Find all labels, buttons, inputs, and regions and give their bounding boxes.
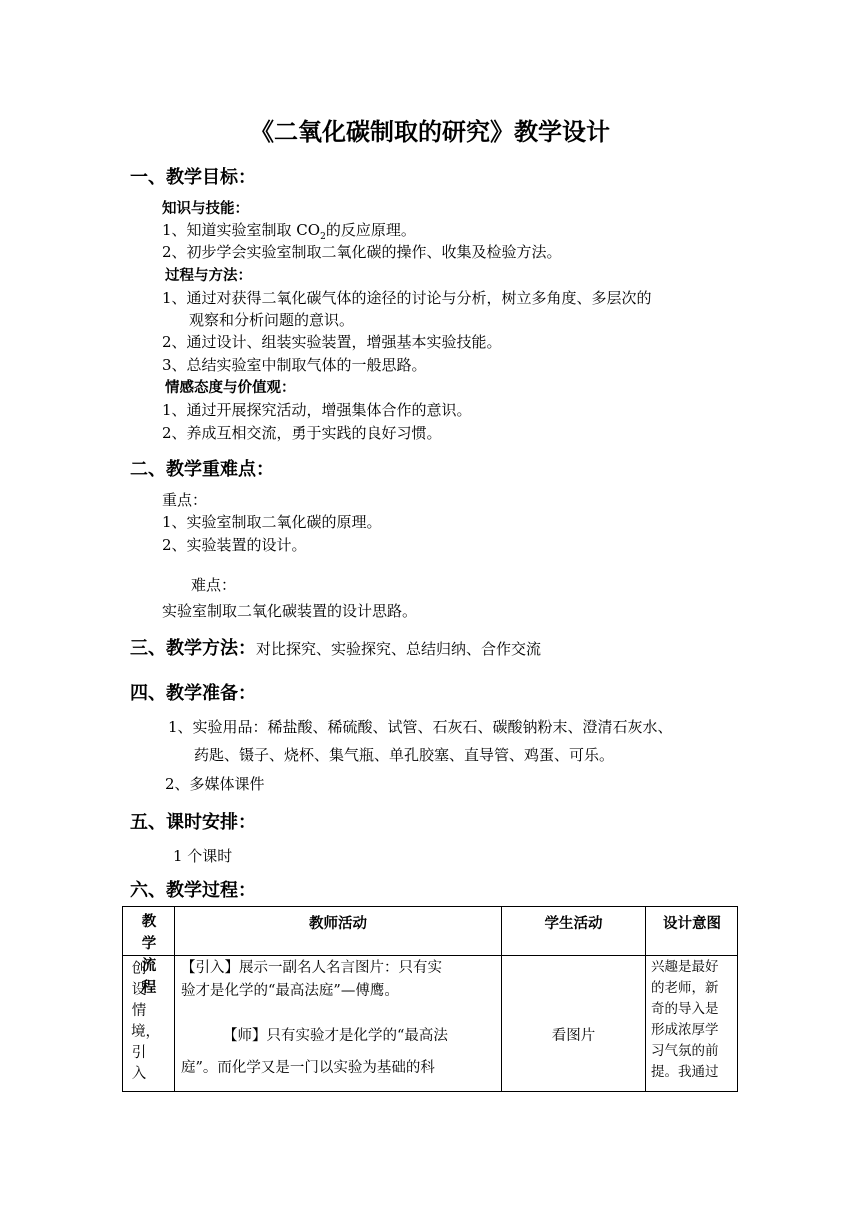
preparation-item-2: 2、多媒体课件 <box>165 775 265 793</box>
process-item-1-cont: 观察和分析问题的意识。 <box>189 311 355 329</box>
row1-teacher-line-2: 验才是化学的“最高法庭”—傅鹰。 <box>181 983 399 999</box>
subheading-emotion: 情感态度与价值观： <box>165 380 296 396</box>
header-flow: 教学流程 <box>141 914 157 996</box>
knowledge-item-1: 1、知道实验室制取 $CO_2$的反应原理。 <box>162 221 416 242</box>
row1-intent-line-5: 习气氛的前 <box>651 1043 719 1059</box>
preparation-item-1: 1、实验用品：稀盐酸、稀硫酸、试管、石灰石、碳酸钠粉末、澄清石灰水、 <box>168 718 673 736</box>
difficulty-text: 实验室制取二氧化碳装置的设计思路。 <box>162 602 418 620</box>
subheading-knowledge: 知识与技能： <box>162 201 249 217</box>
document-title: 《二氧化碳制取的研究》教学设计 <box>250 118 610 146</box>
process-item-2: 2、通过设计、组装实验装置，增强基本实验技能。 <box>162 333 502 351</box>
row1-teacher-line-4: 庭”。而化学又是一门以实验为基础的科 <box>181 1060 435 1076</box>
emotion-item-2: 2、养成互相交流，勇于实践的良好习惯。 <box>162 424 442 442</box>
subheading-process: 过程与方法： <box>165 268 252 284</box>
difficulty-label: 难点： <box>191 576 237 594</box>
row1-intent-line-1: 兴趣是最好 <box>651 959 719 975</box>
row1-intent-line-3: 奇的导入是 <box>651 1001 719 1017</box>
teaching-methods-text: 对比探究、实验探究、总结归纳、合作交流 <box>256 640 542 658</box>
section-6-heading: 六、教学过程： <box>130 880 256 901</box>
header-student-activity: 学生活动 <box>544 916 603 932</box>
emotion-item-1: 1、通过开展探究活动，增强集体合作的意识。 <box>162 401 472 419</box>
section-3-heading: 三、教学方法：对比探究、实验探究、总结归纳、合作交流 <box>130 638 542 659</box>
section-1-heading: 一、教学目标： <box>130 167 256 188</box>
key-point-item-2: 2、实验装置的设计。 <box>162 536 307 554</box>
header-design-intent: 设计意图 <box>663 916 721 932</box>
row1-intent-line-4: 形成浓厚学 <box>651 1022 719 1038</box>
preparation-item-1-cont: 药匙、镊子、烧杯、集气瓶、单孔胶塞、直导管、鸡蛋、可乐。 <box>194 746 615 764</box>
process-item-3: 3、总结实验室中制取气体的一般思路。 <box>162 356 427 374</box>
header-teacher-activity: 教师活动 <box>309 916 367 932</box>
section-4-heading: 四、教学准备： <box>130 683 256 704</box>
section-2-heading: 二、教学重难点： <box>130 459 274 480</box>
row1-intent-line-6: 提。我通过 <box>651 1064 719 1080</box>
row1-flow: 创设情境，引入 <box>131 961 160 1082</box>
class-hours-text: 1 个课时 <box>173 847 233 865</box>
row1-teacher-line-3: 【师】只有实验才是化学的“最高法 <box>223 1028 448 1044</box>
row1-intent-line-2: 的老师，新 <box>651 980 719 996</box>
row1-student-activity: 看图片 <box>551 1028 596 1044</box>
teaching-process-table <box>122 906 738 1092</box>
row1-teacher-line-1: 【引入】展示一副名人名言图片：只有实 <box>181 960 442 976</box>
key-point-item-1: 1、实验室制取二氧化碳的原理。 <box>162 513 382 531</box>
process-item-1: 1、通过对获得二氧化碳气体的途径的讨论与分析，树立多角度、多层次的 <box>162 289 652 307</box>
knowledge-item-2: 2、初步学会实验室制取二氧化碳的操作、收集及检验方法。 <box>162 243 562 261</box>
key-point-label: 重点： <box>162 491 208 509</box>
section-5-heading: 五、课时安排： <box>130 812 256 833</box>
